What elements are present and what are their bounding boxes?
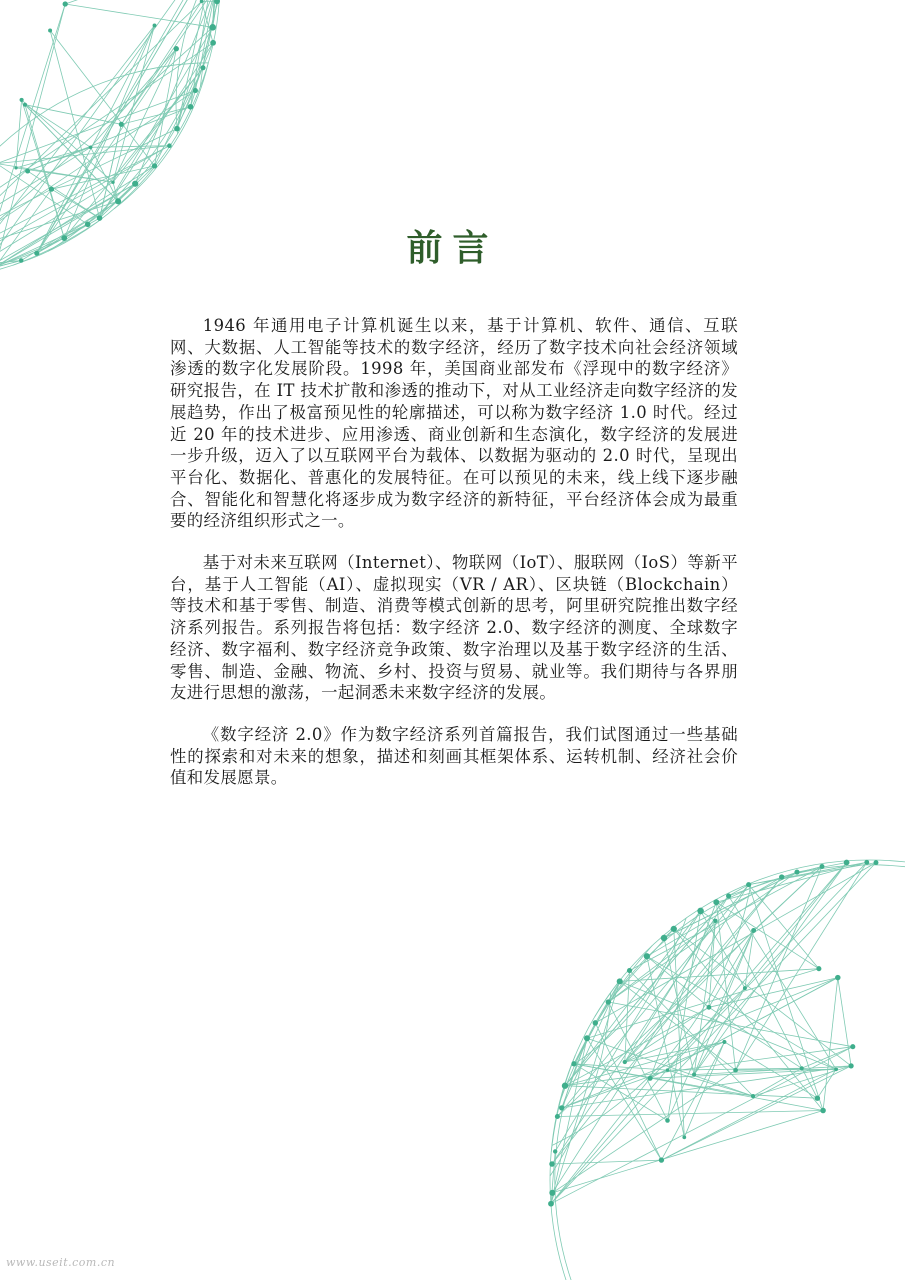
network-globe-bottom-right-icon xyxy=(540,850,905,1280)
preface-paragraph-3: 《数字经济 2.0》作为数字经济系列首篇报告，我们试图通过一些基础性的探索和对未来的想象，描述和刻画其框架体系、运转机制、经济社会价值和发展愿景。 xyxy=(170,724,738,788)
preface-paragraph-1: 1946 年通用电子计算机诞生以来，基于计算机、软件、通信、互联网、大数据、人工智能等技术的数字经济，经历了数字技术向社会经济领域渗透的数字化发展阶段。1998 年，美国商业部发布《浮现中的数字经济》研究报告，在 IT 技术扩散和渗透的推动下，对从工业经济走向数字经济的发展趋势，作出了极富预见性的轮廓描述，可以称为数字经济 1.0 时代。经过近 20 年的技术进步、应用渗透、商业创新和生态演化，数字经济的发展进一步升级，迈入了以互联网平台为载体、以数据为驱动的 2.0 时代，呈现出平台化、数据化、普惠化的发展特征。在可以预见的未来，线上线下逐步融合、智能化和智慧化将逐步成为数字经济的新特征，平台经济体会成为最重要的经济组织形式之一。 xyxy=(170,316,738,531)
preface-paragraph-2: 基于对未来互联网（Internet）、物联网（IoT）、服联网（IoS）等新平台，基于人工智能（AI）、虚拟现实（VR / AR）、区块链（Blockchain）等技术和基于零售、制造、消费等模式创新的思考，阿里研究院推出数字经济系列报告。系列报告将包括：数字经济 2.0、数字经济的测度、全球数字经济、数字福利、数字经济竞争政策、数字治理以及基于数字经济的生活、零售、制造、金融、物流、乡村、投资与贸易、就业等。我们期待与各界朋友进行思想的激荡，一起洞悉未来数字经济的发展。 xyxy=(170,553,738,703)
source-watermark: www.useit.com.cn xyxy=(6,1256,116,1269)
page-title: 前言 xyxy=(406,228,499,269)
preface-body xyxy=(170,315,738,809)
